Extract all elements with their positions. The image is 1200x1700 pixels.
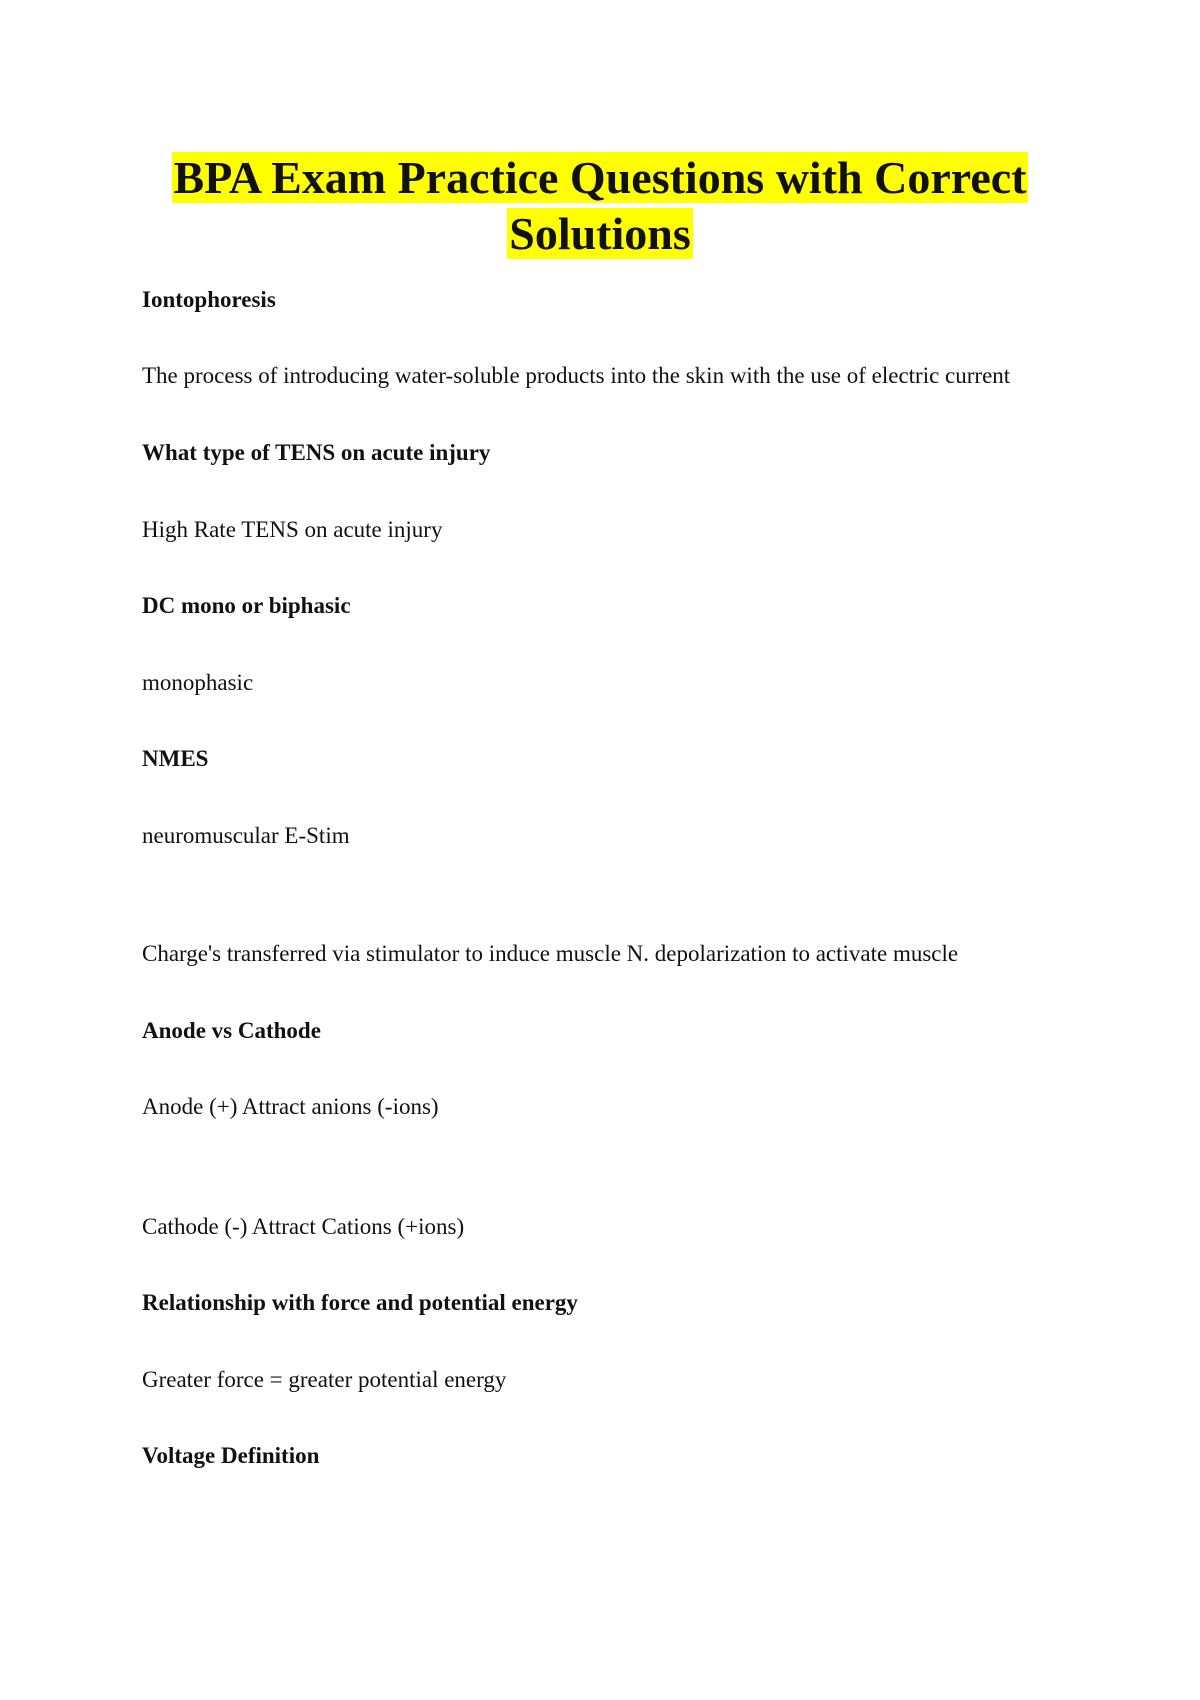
answer-cathode: Cathode (-) Attract Cations (+ions) — [142, 1214, 465, 1239]
title-line-2: Solutions — [509, 208, 691, 259]
question-tens-acute-injury: What type of TENS on acute injury — [142, 440, 491, 465]
answer-iontophoresis: The process of introducing water-soluble products into the skin with the use of electric current — [142, 363, 1011, 388]
question-iontophoresis: Iontophoresis — [142, 287, 276, 312]
question-nmes: NMES — [142, 746, 209, 771]
answer-tens-acute-injury: High Rate TENS on acute injury — [142, 517, 443, 542]
question-anode-cathode: Anode vs Cathode — [142, 1018, 321, 1043]
title-line-1: BPA Exam Practice Questions with Correct — [173, 152, 1027, 203]
answer-force-potential-energy: Greater force = greater potential energy — [142, 1367, 507, 1392]
question-voltage-definition: Voltage Definition — [142, 1443, 320, 1468]
answer-anode: Anode (+) Attract anions (-ions) — [142, 1094, 439, 1119]
answer-nmes: neuromuscular E-Stim — [142, 823, 350, 848]
question-force-potential-energy: Relationship with force and potential energy — [142, 1290, 578, 1315]
question-dc-mono-biphasic: DC mono or biphasic — [142, 593, 351, 618]
answer-nmes-detail: Charge's transferred via stimulator to induce muscle N. depolarization to activate muscle — [142, 941, 959, 966]
page-title — [0, 150, 1200, 262]
answer-dc-mono-biphasic: monophasic — [142, 670, 254, 695]
